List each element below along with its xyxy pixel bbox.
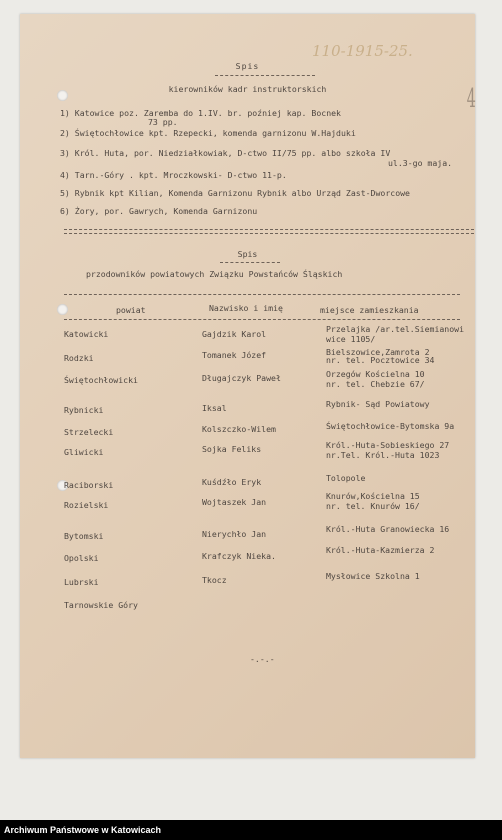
table-cell-place: Bielszowice,Zamrota 2 [326,347,430,357]
table-cell-name: Iksal [202,403,227,413]
table-cell-district: Rodzki [64,353,94,363]
archive-footer [0,820,502,840]
table-cell-place: Świętochłowice-Bytomska 9a [326,421,455,431]
table-cell-name: Tomanek Józef [202,350,267,360]
table-cell-name: Kuśdźło Eryk [202,477,262,487]
table-cell-district: Katowicki [64,329,109,339]
list-item: 5) Rybnik kpt Kilian, Komenda Garnizonu Rybnik albo Urząd Zast-Dworcowe [60,188,410,198]
table-cell-district: Gliwicki [64,447,104,457]
list-item: 2) Świętochłowice kpt. Rzepecki, komenda garnizonu W.Hajduki [60,128,356,138]
table-cell-place: Król.-Huta-Sobieskiego 27 [326,440,450,450]
table-cell-district: Lubrski [64,577,99,587]
archive-label: Archiwum Państwowe w Katowicach [4,825,162,835]
table-cell-place: Rybnik- Sąd Powiatowy [326,399,430,409]
table-cell-place: nr. tel. Chebzie 67/ [326,379,425,389]
list-item: 3) Król. Huta, por. Niedziałkowiak, D-ctwo II/75 pp. albo szkoła IV [60,148,391,158]
table-cell-name: Nierychło Jan [202,529,267,539]
table-cell-name: Tkocz [202,575,227,585]
table-cell-place: nr. tel. Knurów 16/ [326,501,420,511]
table-cell-name: Długajczyk Paweł [202,373,281,383]
table-cell-district: Strzelecki [64,427,114,437]
table-cell-place: nr. tel. Pocztowice 34 [326,355,435,365]
table-cell-place: Orzegów Kościelna 10 [326,369,425,379]
table-cell-district: Opolski [64,553,99,563]
table-cell-name: Sojka Feliks [202,444,262,454]
table-cell-district: Bytomski [64,531,104,541]
table-cell-place: nr.Tel. Król.-Huta 1023 [326,450,440,460]
table-cell-name: Kolszczko-Wilem [202,424,276,434]
section1-title: Spis [235,61,260,71]
section1-subtitle: kierowników kadr instruktorskich [168,84,327,94]
table-cell-place: Knurów,Kościelna 15 [326,491,420,501]
section-divider [64,229,474,234]
list-item: 4) Tarn.-Góry . kpt. Mroczkowski- D-ctwo 11-p. [60,170,287,180]
table-cell-place: wice 1105/ [326,334,376,344]
table-cell-place: Król.-Huta Granowiecka 16 [326,524,450,534]
table-cell-place: Mysłowice Szkolna 1 [326,571,420,581]
table-cell-district: Tarnowskie Góry [64,600,138,610]
section2-subtitle: przodowników powiatowych Związku Powstańców Śląskich [86,269,343,279]
column-header-district: powiat [116,305,146,315]
table-cell-name: Gajdzik Karol [202,329,267,339]
list-item-sub: ul.3-go maja. [388,158,453,168]
column-header-place: miejsce zamieszkania [320,305,419,315]
list-item: 1) Katowice poz. Zaremba do 1.IV. br. poźniej kap. Bocnek [60,108,341,118]
section2-title: Spis [237,249,258,259]
pencil-note: 110-1915-25. [312,42,413,60]
table-cell-district: Rybnicki [64,405,104,415]
table-cell-district: Świętochłowicki [64,375,138,385]
list-item-sub: 73 pp. [148,117,178,127]
table-cell-district: Rozielski [64,500,109,510]
table-cell-place: Król.-Huta-Kazmierza 2 [326,545,435,555]
column-header-name: Nazwisko i imię [209,303,283,313]
title-underline [215,75,315,76]
table-cell-place: Tolopole [326,473,366,483]
punch-hole-middle [57,304,68,315]
header-rule [64,319,460,320]
page-mark: 4 [466,84,476,114]
header-rule [64,294,460,295]
table-cell-district: Raciborski [64,480,114,490]
title-underline [220,262,280,263]
document-page [20,14,475,758]
table-cell-place: Przelajka /ar.tel.Siemianowi [326,324,465,334]
end-mark: -.-.- [250,654,275,664]
list-item: 6) Żory, por. Gawrych, Komenda Garnizonu [60,206,258,216]
table-cell-name: Krafczyk Nieka. [202,551,276,561]
table-cell-name: Wojtaszek Jan [202,497,267,507]
